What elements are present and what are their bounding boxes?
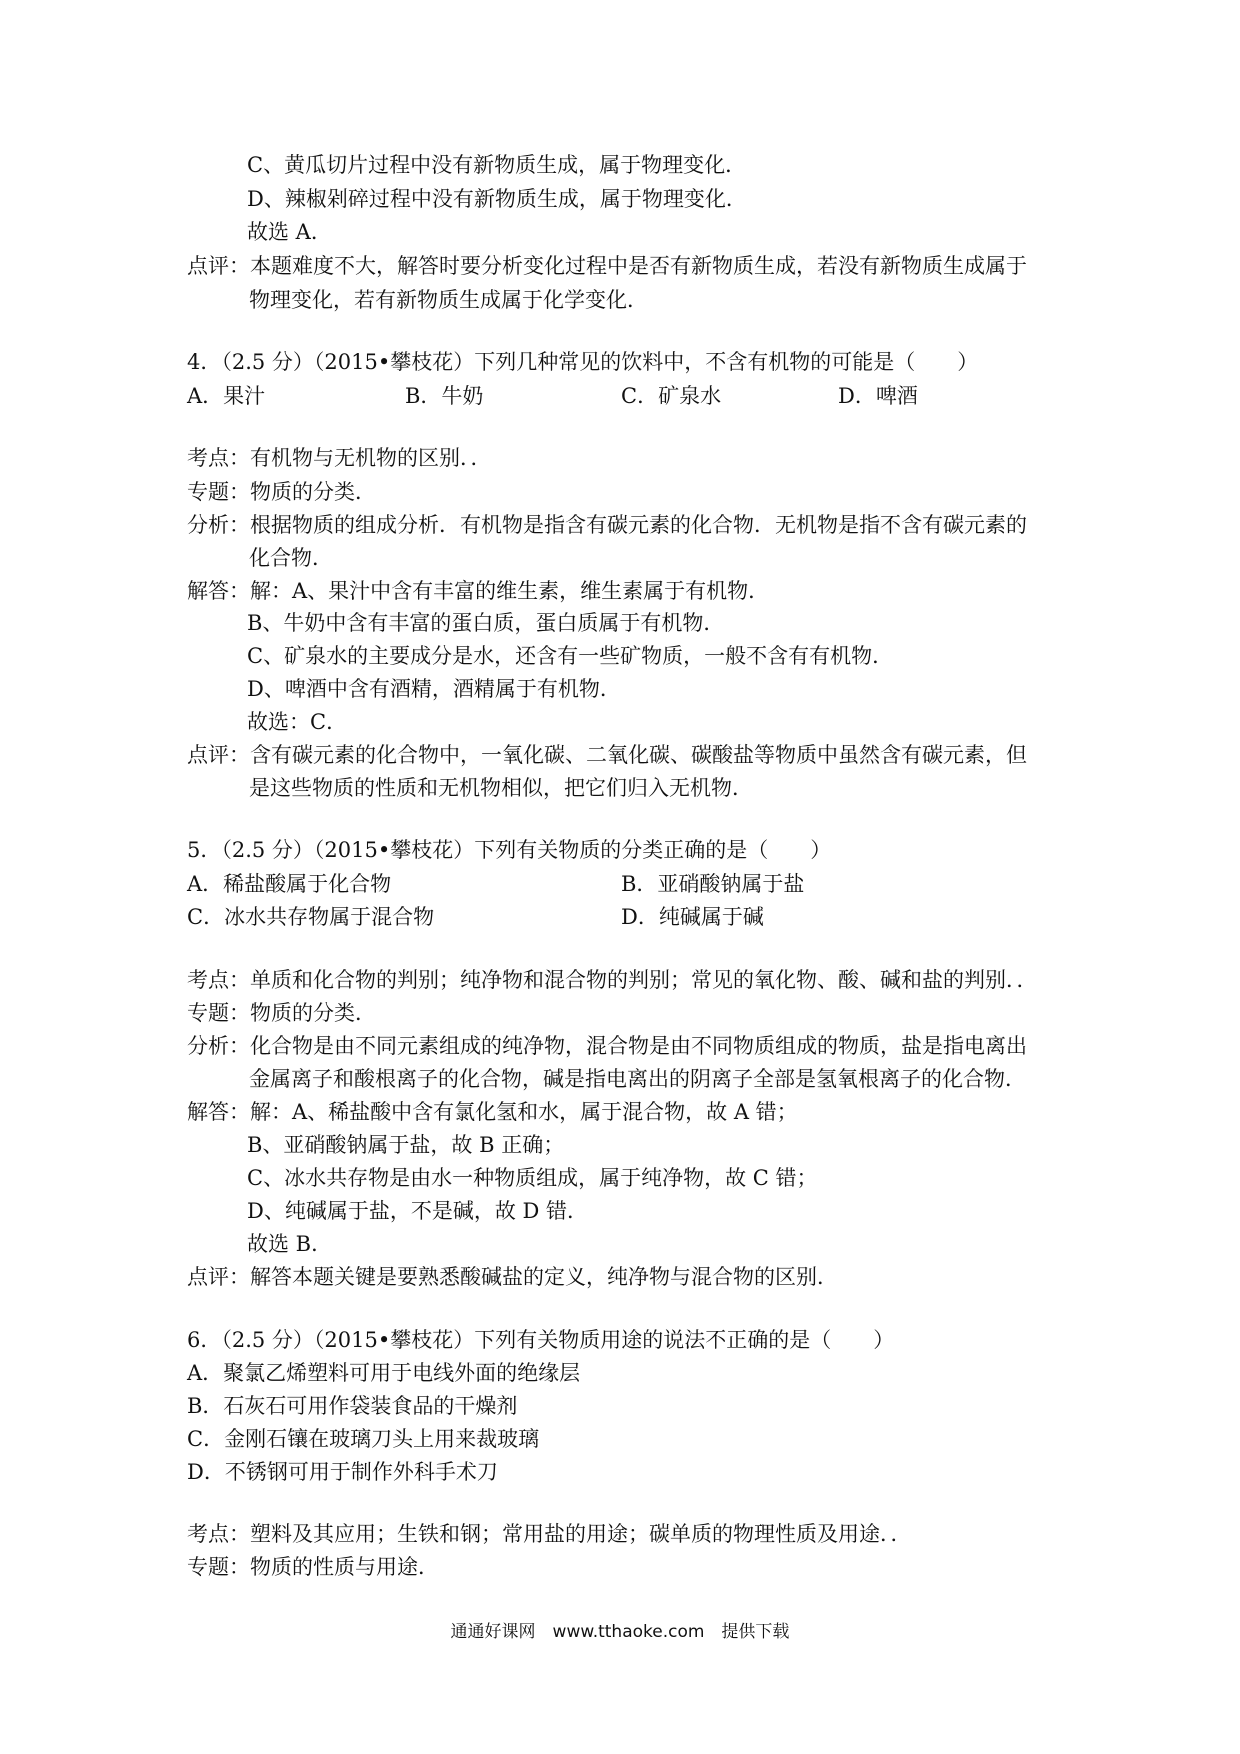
q5-fenxi-line2: 金属离子和酸根离子的化合物，碱是指电离出的阴离子全部是氢氧根离子的化合物． xyxy=(249,1067,1026,1091)
q6-zhuanti: 专题：物质的性质与用途． xyxy=(187,1555,439,1579)
q3-answer-d: D、辣椒剁碎过程中没有新物质生成，属于物理变化． xyxy=(247,187,747,211)
q3-comment-line2: 物理变化，若有新物质生成属于化学变化． xyxy=(249,288,648,312)
q4-fenxi-line1: 分析：根据物质的组成分析．有机物是指含有碳元素的化合物．无机物是指不含有碳元素的 xyxy=(187,513,1027,537)
q4-stem: 4．（2.5 分）（2015•攀枝花）下列几种常见的饮料中，不含有机物的可能是（ ） xyxy=(187,350,979,374)
q5-zhuanti: 专题：物质的分类． xyxy=(187,1001,376,1025)
q5-jieda-line3: C、冰水共存物是由水一种物质组成，属于纯净物，故 C 错； xyxy=(247,1166,818,1190)
q5-kaodian: 考点：单质和化合物的判别；纯净物和混合物的判别；常见的氧化物、酸、碱和盐的判别．． xyxy=(187,968,1038,992)
q4-jieda-line1: 解答：解：A、果汁中含有丰富的维生素，维生素属于有机物． xyxy=(187,579,770,603)
q4-jieda-line4: D、啤酒中含有酒精，酒精属于有机物． xyxy=(247,677,621,701)
q4-option-d: D．啤酒 xyxy=(838,384,918,408)
q4-jieda-line3: C、矿泉水的主要成分是水，还含有一些矿物质，一般不含有有机物． xyxy=(247,644,894,668)
q3-comment-line1: 点评：本题难度不大，解答时要分析变化过程中是否有新物质生成，若没有新物质生成属于 xyxy=(187,254,1027,278)
q6-stem: 6．（2.5 分）（2015•攀枝花）下列有关物质用途的说法不正确的是（ ） xyxy=(187,1328,895,1352)
q4-kaodian: 考点：有机物与无机物的区别．． xyxy=(187,446,492,470)
q5-jieda-line1: 解答：解：A、稀盐酸中含有氯化氢和水，属于混合物，故 A 错； xyxy=(187,1100,798,1124)
q5-fenxi-line1: 分析：化合物是由不同元素组成的纯净物，混合物是由不同物质组成的物质，盐是指电离出 xyxy=(187,1034,1027,1058)
q4-jieda-line2: B、牛奶中含有丰富的蛋白质，蛋白质属于有机物． xyxy=(247,611,725,635)
q6-kaodian: 考点：塑料及其应用；生铁和钢；常用盐的用途；碳单质的物理性质及用途．． xyxy=(187,1522,912,1546)
q3-choice: 故选 A． xyxy=(247,220,332,244)
q5-option-a: A．稀盐酸属于化合物 xyxy=(187,872,392,896)
q4-option-c: C．矿泉水 xyxy=(621,384,722,408)
q6-option-b: B．石灰石可用作袋装食品的干燥剂 xyxy=(187,1394,518,1418)
q5-jieda-line2: B、亚硝酸钠属于盐，故 B 正确； xyxy=(247,1133,565,1157)
q5-jieda-line5: 故选 B． xyxy=(247,1232,333,1256)
q5-option-b: B．亚硝酸钠属于盐 xyxy=(621,872,805,896)
q5-dianping: 点评：解答本题关键是要熟悉酸碱盐的定义，纯净物与混合物的区别． xyxy=(187,1265,838,1289)
q4-jieda-line5: 故选：C． xyxy=(247,710,348,734)
q5-stem: 5．（2.5 分）（2015•攀枝花）下列有关物质的分类正确的是（ ） xyxy=(187,838,832,862)
q5-jieda-line4: D、纯碱属于盐，不是碱，故 D 错． xyxy=(247,1199,589,1223)
page-footer: 通通好课网 www.tthaoke.com 提供下载 xyxy=(450,1622,790,1642)
q4-zhuanti: 专题：物质的分类． xyxy=(187,480,376,504)
q6-option-a: A．聚氯乙烯塑料可用于电线外面的绝缘层 xyxy=(187,1361,581,1385)
q4-option-a: A．果汁 xyxy=(187,384,266,408)
q4-dianping-line1: 点评：含有碳元素的化合物中，一氧化碳、二氧化碳、碳酸盐等物质中虽然含有碳元素，但 xyxy=(187,743,1027,767)
q6-option-d: D．不锈钢可用于制作外科手术刀 xyxy=(187,1460,498,1484)
q5-option-d: D．纯碱属于碱 xyxy=(621,905,764,929)
q5-option-c: C．冰水共存物属于混合物 xyxy=(187,905,435,929)
q3-answer-c: C、黄瓜切片过程中没有新物质生成，属于物理变化． xyxy=(247,153,747,177)
q4-dianping-line2: 是这些物质的性质和无机物相似，把它们归入无机物． xyxy=(249,776,753,800)
q4-option-b: B．牛奶 xyxy=(405,384,484,408)
q4-fenxi-line2: 化合物． xyxy=(249,546,333,570)
q6-option-c: C．金刚石镶在玻璃刀头上用来裁玻璃 xyxy=(187,1427,540,1451)
